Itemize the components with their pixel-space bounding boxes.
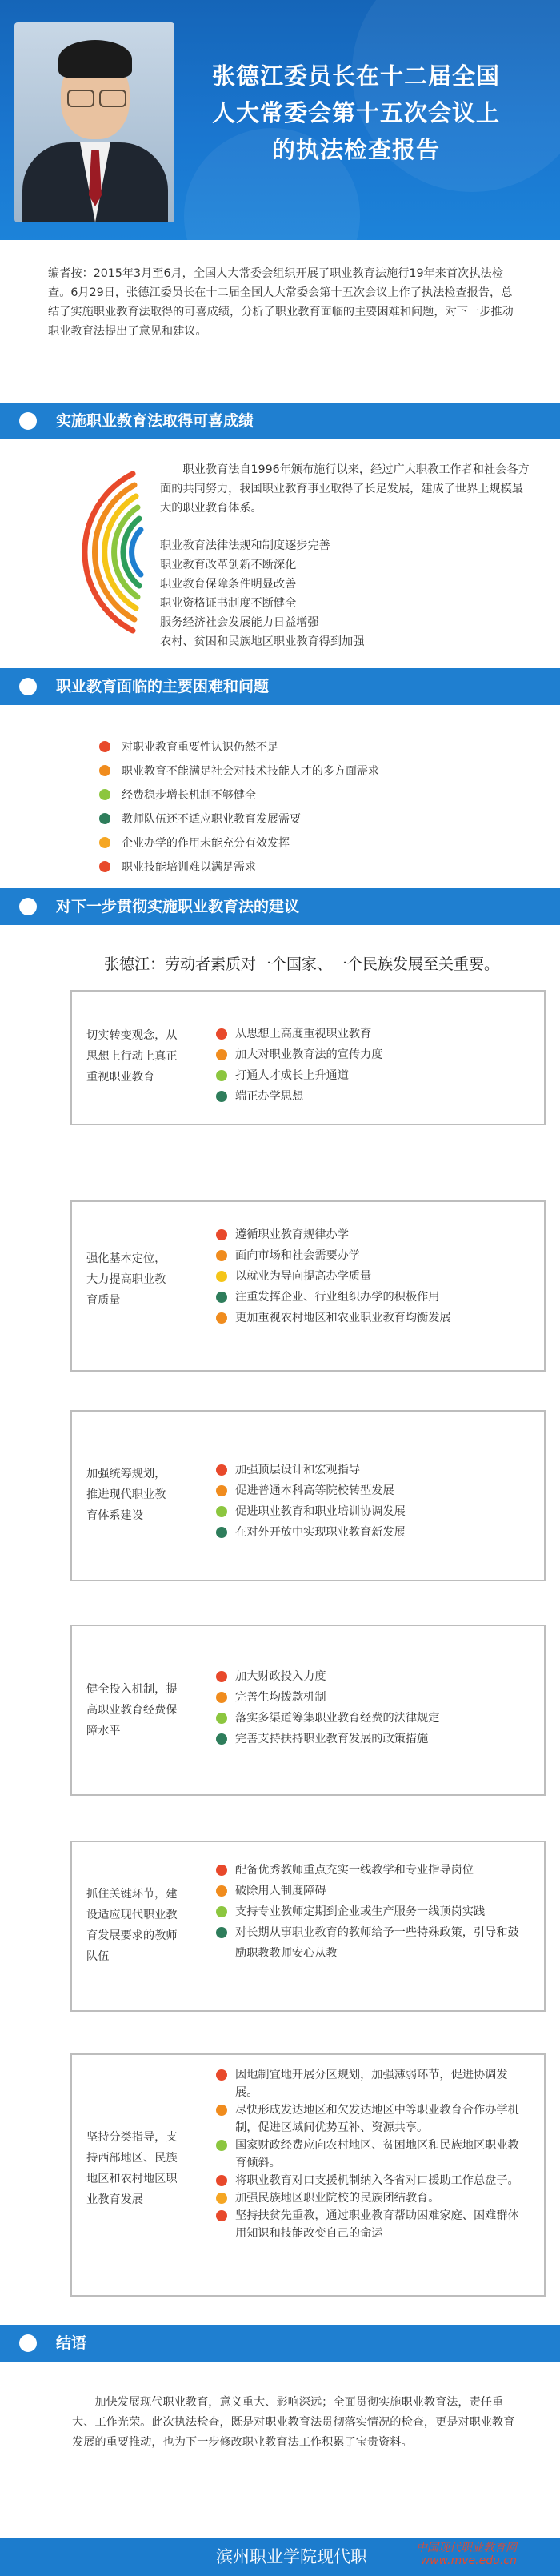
section-title: 实施职业教育法取得可喜成绩	[56, 412, 254, 430]
dot-icon	[216, 2140, 227, 2151]
list-item: 职业教育改革创新不断深化	[160, 559, 297, 571]
list-item-text: 端正办学思想	[235, 1090, 304, 1103]
section-title: 职业教育面临的主要困难和问题	[56, 678, 270, 695]
suggestion-box	[70, 1410, 546, 1581]
list-item	[216, 1729, 536, 1749]
list-item-text: 经费稳步增长机制不够健全	[122, 789, 256, 802]
list-item	[216, 1024, 536, 1044]
list-item	[216, 1522, 536, 1543]
list-item-text: 破除用人制度障碍	[235, 1885, 326, 1897]
list-item-text: 坚持扶贫先重教，通过职业教育帮助困难家庭、困难群体用知识和技能改变自己的命运	[235, 2209, 519, 2240]
bullet-icon	[19, 898, 37, 915]
label-line: 育体系建设	[86, 1509, 143, 1522]
list-item-text: 加强民族地区职业院校的民族团结教育。	[235, 2192, 440, 2205]
dot-icon	[216, 1927, 227, 1938]
list-item-text: 促进职业教育和职业培训协调发展	[235, 1505, 406, 1518]
achievements-list	[160, 536, 528, 651]
list-item	[216, 1901, 520, 1922]
label-line: 地区和农村地区职	[86, 2173, 178, 2185]
dot-icon	[216, 1865, 227, 1876]
list-item	[216, 1501, 536, 1522]
label-line: 加强统筹规划，	[86, 1468, 166, 1480]
dot-icon	[216, 1464, 227, 1476]
list-item	[99, 807, 531, 831]
list-item	[216, 1881, 520, 1901]
dot-icon	[216, 2175, 227, 2186]
footer-bar	[0, 2538, 560, 2576]
list-item: 农村、贫困和民族地区职业教育得到加强	[160, 635, 365, 648]
list-item-text: 促进普通本科高等院校转型发展	[235, 1484, 394, 1497]
list-item-text: 落实多渠道筹集职业教育经费的法律规定	[235, 1712, 440, 1725]
dot-icon	[216, 2210, 227, 2221]
label-line: 育质量	[86, 1294, 121, 1307]
list-item	[216, 1687, 536, 1708]
list-item	[216, 2066, 528, 2101]
list-item	[216, 1065, 536, 1086]
watermark-line: www.mve.edu.cn	[420, 2554, 517, 2567]
list-item	[216, 1480, 536, 1501]
box-items	[216, 1024, 536, 1107]
header-banner	[0, 0, 560, 240]
list-item	[216, 1666, 536, 1687]
footer-text: 滨州职业学院现代职	[216, 2547, 367, 2566]
dot-icon	[216, 1271, 227, 1282]
list-item-text: 支持专业教师定期到企业或生产服务一线顶岗实践	[235, 1905, 486, 1918]
dot-icon	[216, 1028, 227, 1040]
label-line: 抓住关键环节，建	[86, 1888, 178, 1901]
list-item-text: 对职业教育重要性认识仍然不足	[122, 741, 278, 754]
list-item: 职业教育法律法规和制度逐步完善	[160, 539, 330, 552]
list-item-text: 职业技能培训难以满足需求	[122, 861, 256, 874]
list-item-text: 更加重视农村地区和农业职业教育均衡发展	[235, 1312, 451, 1324]
box-label	[86, 1679, 178, 1741]
dot-icon	[216, 2193, 227, 2204]
list-item-text: 将职业教育对口支援机制纳入各省对口援助工作总盘子。	[235, 2174, 519, 2187]
list-item-text: 注重发挥企业、行业组织办学的积极作用	[235, 1291, 440, 1304]
section-title: 对下一步贯彻实施职业教育法的建议	[56, 898, 300, 915]
list-item-text: 企业办学的作用未能充分有效发挥	[122, 837, 290, 850]
label-line: 推进现代职业教	[86, 1488, 166, 1501]
dot-icon	[99, 741, 110, 752]
portrait-photo	[14, 22, 174, 222]
label-line: 切实转变观念，从	[86, 1029, 178, 1042]
title-line: 人大常委会第十五次会议上	[211, 99, 500, 126]
dot-icon	[216, 1885, 227, 1897]
arc-ring	[132, 530, 141, 575]
list-item-text: 加大对职业教育法的宣传力度	[235, 1048, 383, 1061]
problems-list	[99, 735, 531, 879]
list-item	[216, 1860, 520, 1881]
box-items	[216, 2066, 528, 2242]
list-item-text: 面向市场和社会需要办学	[235, 1249, 361, 1262]
bullet-icon	[19, 412, 37, 430]
dot-icon	[216, 2069, 227, 2081]
list-item	[99, 783, 531, 807]
suggestion-box	[70, 1200, 546, 1372]
list-item-text: 配备优秀教师重点充实一线教学和专业指导岗位	[235, 1864, 474, 1877]
box-items	[216, 1460, 536, 1543]
suggestion-box	[70, 2053, 546, 2297]
box-label	[86, 1248, 166, 1311]
list-item	[99, 735, 531, 759]
list-item	[99, 831, 531, 855]
list-item: 职业教育保障条件明显改善	[160, 578, 297, 591]
list-item	[99, 759, 531, 783]
dot-icon	[216, 1312, 227, 1324]
dot-icon	[216, 1713, 227, 1724]
label-line: 强化基本定位，	[86, 1252, 166, 1265]
label-line: 坚持分类指导，支	[86, 2131, 178, 2144]
label-line: 健全投入机制，提	[86, 1683, 178, 1696]
list-item	[216, 1224, 536, 1245]
list-item	[216, 1708, 536, 1729]
list-item-text: 对长期从事职业教育的教师给予一些特殊政策，引导和鼓励职教教师安心从教	[235, 1926, 519, 1960]
suggestion-box	[70, 1625, 546, 1796]
section-bar-achievements	[0, 403, 560, 439]
dot-icon	[216, 1906, 227, 1917]
list-item-text: 在对外开放中实现职业教育新发展	[235, 1526, 406, 1539]
label-line: 重视职业教育	[86, 1071, 155, 1084]
section-bar-problems	[0, 668, 560, 705]
dot-icon	[99, 813, 110, 824]
list-item	[216, 2207, 528, 2242]
list-item-text: 完善支持扶持职业教育发展的政策措施	[235, 1733, 429, 1745]
dot-icon	[216, 1733, 227, 1745]
box-label	[86, 1464, 166, 1526]
list-item-text: 从思想上高度重视职业教育	[235, 1028, 372, 1040]
section-bar-suggestions	[0, 888, 560, 925]
list-item	[216, 2189, 528, 2207]
label-line: 业教育发展	[86, 2193, 143, 2206]
list-item	[216, 1308, 536, 1328]
quote-line: 张德江：劳动者素质对一个国家、一个民族发展至关重要。	[104, 955, 500, 973]
dot-icon	[216, 1250, 227, 1261]
box-label	[86, 1884, 178, 1967]
list-item-text: 完善生均拨款机制	[235, 1691, 326, 1704]
box-items	[216, 1224, 536, 1328]
dot-icon	[216, 1049, 227, 1060]
editor-note: 编者按：2015年3月至6月，全国人大常委会组织开展了职业教育法施行19年来首次执法检查。6月29日，张德江委员长在十二届全国人大常委会第十五次会议上作了执法检查报告，总结了实施职业教育法取得的可喜成绩，分析了职业教育面临的主要困难和问题，对下一步推动职业教育法提出了意见和建议。	[48, 267, 514, 338]
list-item	[216, 1266, 536, 1287]
dot-icon	[216, 1506, 227, 1517]
list-item	[216, 2101, 528, 2137]
title-line: 张德江委员长在十二届全国	[211, 62, 500, 90]
list-item: 服务经济社会发展能力日益增强	[160, 616, 319, 629]
list-item	[216, 1044, 536, 1065]
dot-icon	[216, 1692, 227, 1703]
label-line: 设适应现代职业教	[86, 1909, 178, 1921]
label-line: 育发展要求的教师	[86, 1929, 178, 1942]
achievements-paragraph: 职业教育法自1996年颁布施行以来，经过广大职教工作者和社会各方面的共同努力，我国职业教育事业取得了长足发展，建成了世界上规模最大的职业教育体系。	[160, 463, 530, 515]
suggestion-box	[70, 990, 546, 1125]
dot-icon	[99, 837, 110, 848]
list-item-text: 尽快形成发达地区和欠发达地区中等职业教育合作办学机制，促进区域间优势互补、资源共享。	[235, 2104, 519, 2134]
list-item-text: 因地制宜地开展分区规划，加强薄弱环节，促进协调发展。	[235, 2069, 508, 2099]
section-title: 结语	[56, 2334, 87, 2352]
list-item-text: 以就业为导向提高办学质量	[235, 1270, 372, 1283]
concentric-arcs-icon	[37, 464, 149, 640]
label-line: 障水平	[86, 1725, 121, 1737]
list-item	[216, 1460, 536, 1480]
label-line: 持西部地区、民族	[86, 2152, 178, 2165]
bullet-icon	[19, 678, 37, 695]
list-item	[216, 2137, 528, 2172]
box-items	[216, 1666, 536, 1749]
list-item-text: 加强顶层设计和宏观指导	[235, 1464, 361, 1476]
page-title	[160, 58, 552, 168]
dot-icon	[216, 1485, 227, 1496]
dot-icon	[216, 1671, 227, 1682]
dot-icon	[216, 1292, 227, 1303]
box-label	[86, 1025, 178, 1088]
list-item	[216, 1245, 536, 1266]
dot-icon	[99, 765, 110, 776]
label-line: 队伍	[86, 1950, 110, 1963]
list-item	[216, 1922, 520, 1964]
conclusion-paragraph: 加快发展现代职业教育，意义重大、影响深远；全面贯彻实施职业教育法，责任重大、工作光荣。此次执法检查，既是对职业教育法贯彻落实情况的检查，更是对职业教育发展的重要推动，也为下一步修改职业教育法工作积累了宝贵资料。	[72, 2396, 515, 2449]
suggestion-box	[70, 1841, 546, 2012]
site-watermark	[416, 2542, 517, 2567]
label-line: 高职业教育经费保	[86, 1704, 178, 1717]
title-line: 的执法检查报告	[271, 136, 440, 163]
bullet-icon	[19, 2334, 37, 2352]
dot-icon	[216, 1527, 227, 1538]
dot-icon	[216, 1091, 227, 1102]
watermark-line: 中国现代职业教育网	[416, 2542, 517, 2554]
dot-icon	[216, 1070, 227, 1081]
box-label	[86, 2127, 178, 2210]
dot-icon	[216, 2105, 227, 2116]
list-item	[216, 2172, 528, 2189]
list-item-text: 职业教育不能满足社会对技术技能人才的多方面需求	[122, 765, 379, 778]
box-items	[216, 1860, 520, 1964]
label-line: 思想上行动上真正	[86, 1050, 178, 1063]
section-bar-conclusion	[0, 2325, 560, 2362]
list-item-text: 国家财政经费应向农村地区、贫困地区和民族地区职业教育倾斜。	[235, 2139, 519, 2169]
list-item	[216, 1086, 536, 1107]
dot-icon	[99, 789, 110, 800]
list-item-text: 打通人才成长上升通道	[235, 1069, 349, 1082]
list-item: 职业资格证书制度不断健全	[160, 597, 297, 610]
list-item	[216, 1287, 536, 1308]
dot-icon	[99, 861, 110, 872]
list-item	[99, 855, 531, 879]
list-item-text: 加大财政投入力度	[235, 1670, 326, 1683]
list-item-text: 遵循职业教育规律办学	[235, 1228, 349, 1241]
list-item-text: 教师队伍还不适应职业教育发展需要	[122, 813, 301, 826]
dot-icon	[216, 1229, 227, 1240]
label-line: 大力提高职业教	[86, 1273, 166, 1286]
